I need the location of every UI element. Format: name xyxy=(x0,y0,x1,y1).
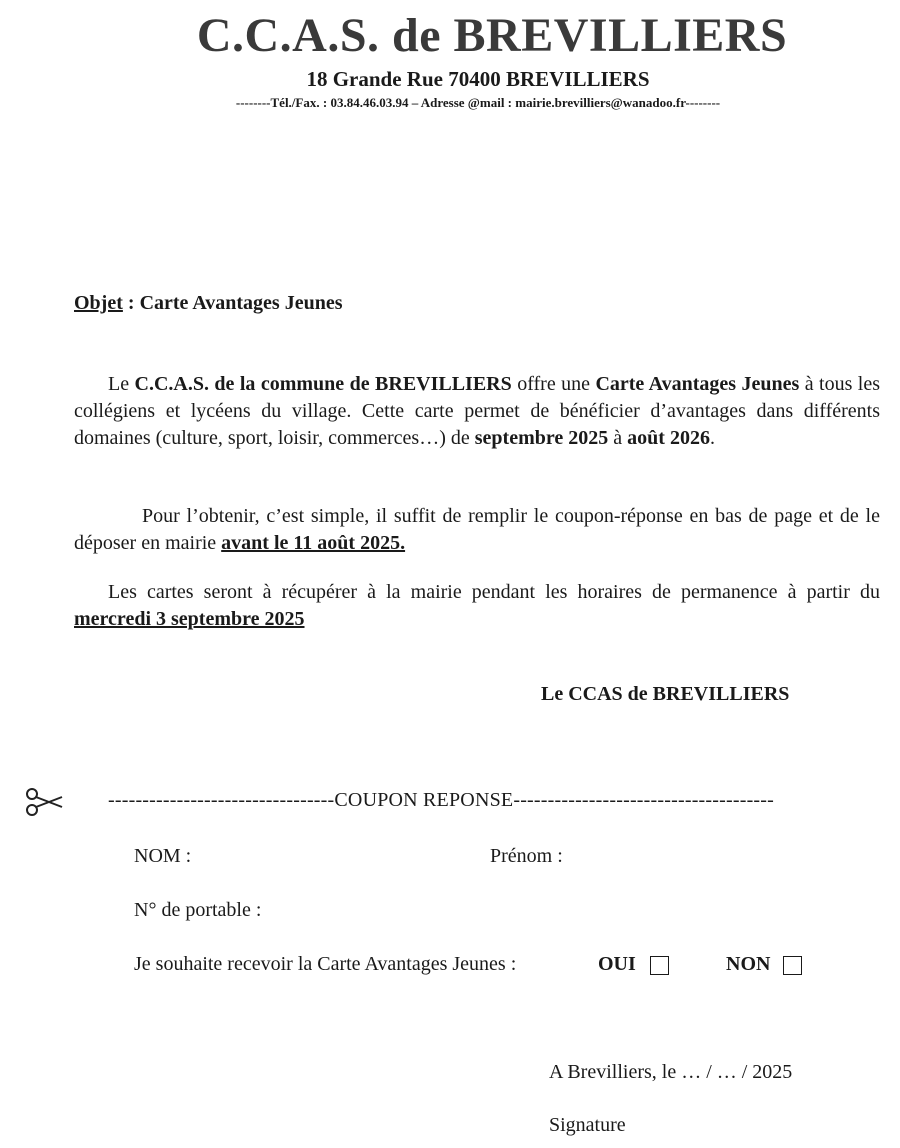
subject-text: Carte Avantages Jeunes xyxy=(139,292,343,314)
prenom-label: Prénom : xyxy=(490,845,563,867)
paragraph-text: offre une xyxy=(511,373,596,395)
paragraph-bold: C.C.A.S. de la commune de BREVILLIERS xyxy=(134,373,512,395)
header-address: 18 Grande Rue 70400 BREVILLIERS xyxy=(306,67,650,91)
paragraph-how-to xyxy=(74,503,880,557)
paragraph-bold: Carte Avantages Jeunes xyxy=(595,373,800,395)
nom-label: NOM : xyxy=(134,845,192,867)
deadline-text: avant le 11 août 2025. xyxy=(221,532,406,554)
pickup-date-text: mercredi 3 septembre 2025 xyxy=(74,608,305,630)
paragraph-text: Le xyxy=(108,373,135,395)
checkbox-yes-icon[interactable] xyxy=(650,956,669,975)
scissors-icon xyxy=(24,785,64,819)
paragraph-bold: septembre 2025 xyxy=(474,427,609,449)
option-yes-label: OUI xyxy=(598,953,636,975)
paragraph-text: Pour l’obtenir, c’est simple, il suffit de remplir le coupon-réponse en bas de page et de le déposer en mairie xyxy=(74,505,880,554)
portable-label: N° de portable : xyxy=(134,899,262,921)
paragraph-text: . xyxy=(709,427,715,449)
page-title: C.C.A.S. de BREVILLIERS xyxy=(196,9,788,62)
subject-separator: : xyxy=(122,292,140,314)
paragraph-offer xyxy=(74,371,880,452)
coupon-header: ---------------------------------COUPON REPONSE-------------------------------------- xyxy=(108,789,775,811)
subject-line xyxy=(74,292,343,315)
paragraph-bold: août 2026 xyxy=(627,427,710,449)
paragraph-pickup xyxy=(74,579,880,633)
header-contact: --------Tél./Fax. : 03.84.46.03.94 – Adresse @mail : mairie.brevilliers@wanadoo.fr-------- xyxy=(235,95,721,110)
option-no-label: NON xyxy=(726,953,771,975)
signoff: Le CCAS de BREVILLIERS xyxy=(541,683,790,705)
paragraph-text: à xyxy=(608,427,628,449)
date-line: A Brevilliers, le … / … / 2025 xyxy=(549,1061,793,1083)
checkbox-no-icon[interactable] xyxy=(783,956,802,975)
paragraph-text: à tous les collégiens et lycéens du village. Cette carte permet de bénéficier d’avantages dans différents domaines (culture, sport, loisir, commerces…) de xyxy=(74,373,881,449)
card-question: Je souhaite recevoir la Carte Avantages Jeunes : xyxy=(134,953,517,975)
paragraph-text: Les cartes seront à récupérer à la mairie pendant les horaires de permanence à partir du xyxy=(108,581,880,603)
subject-label: Objet xyxy=(74,292,123,314)
signature-label: Signature xyxy=(549,1114,626,1136)
